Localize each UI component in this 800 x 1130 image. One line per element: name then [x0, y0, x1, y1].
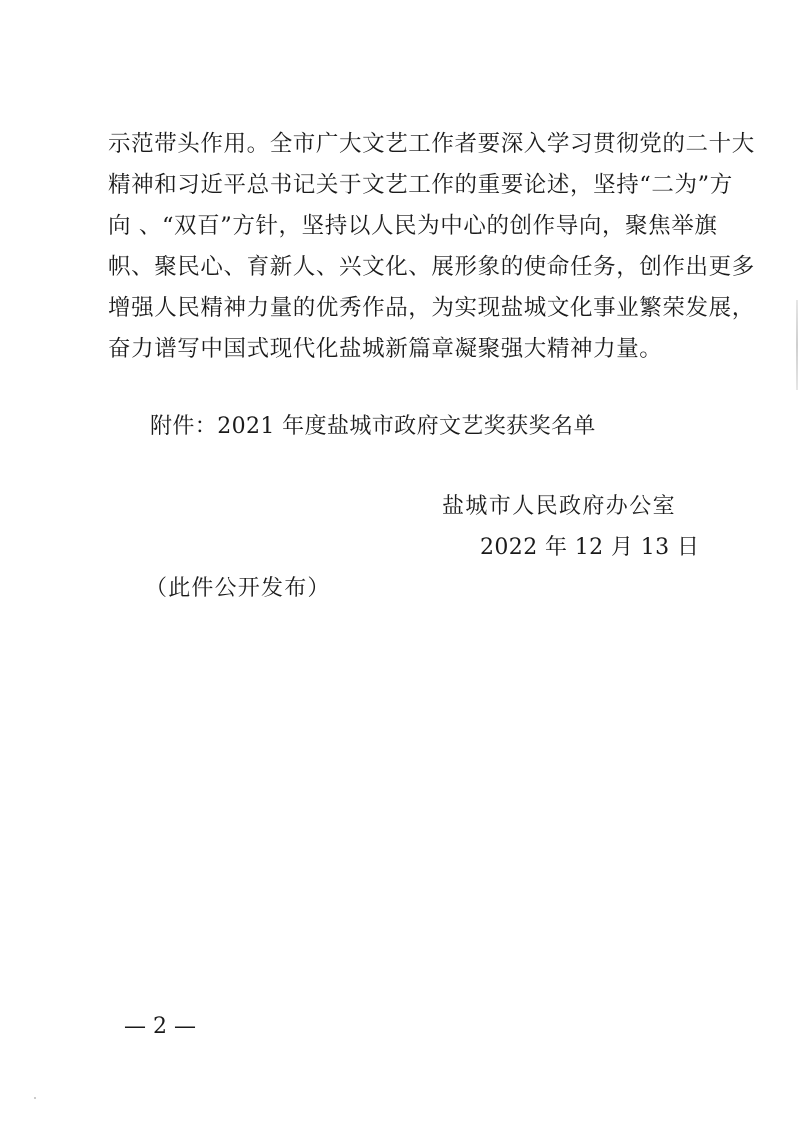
page-number: — 2 — [124, 1014, 196, 1039]
scan-edge-mark [796, 300, 798, 390]
body-line: 向 、“双百”方针，坚持以人民为中心的创作导向，聚焦举旗 [108, 213, 718, 239]
attachment-note: 附件：2021 年度盐城市政府文艺奖获奖名单 [150, 414, 596, 439]
issue-date: 2022 年 12 月 13 日 [480, 535, 700, 560]
body-line: 帜、聚民心、育新人、兴文化、展形象的使命任务，创作出更多 [108, 254, 755, 280]
body-line: 精神和习近平总书记关于文艺工作的重要论述，坚持“二为”方 [108, 172, 733, 198]
body-line: 增强人民精神力量的优秀作品，为实现盐城文化事业繁荣发展， [108, 295, 755, 321]
scan-dust-dot [34, 1097, 36, 1099]
body-line: 奋力谱写中国式现代化盐城新篇章凝聚强大精神力量。 [108, 336, 663, 362]
issuer-name: 盐城市人民政府办公室 [442, 494, 677, 519]
body-line: 示范带头作用。全市广大文艺工作者要深入学习贯彻党的二十大 [108, 131, 755, 157]
publish-note: （此件公开发布） [145, 576, 331, 601]
body-paragraph [108, 124, 755, 370]
